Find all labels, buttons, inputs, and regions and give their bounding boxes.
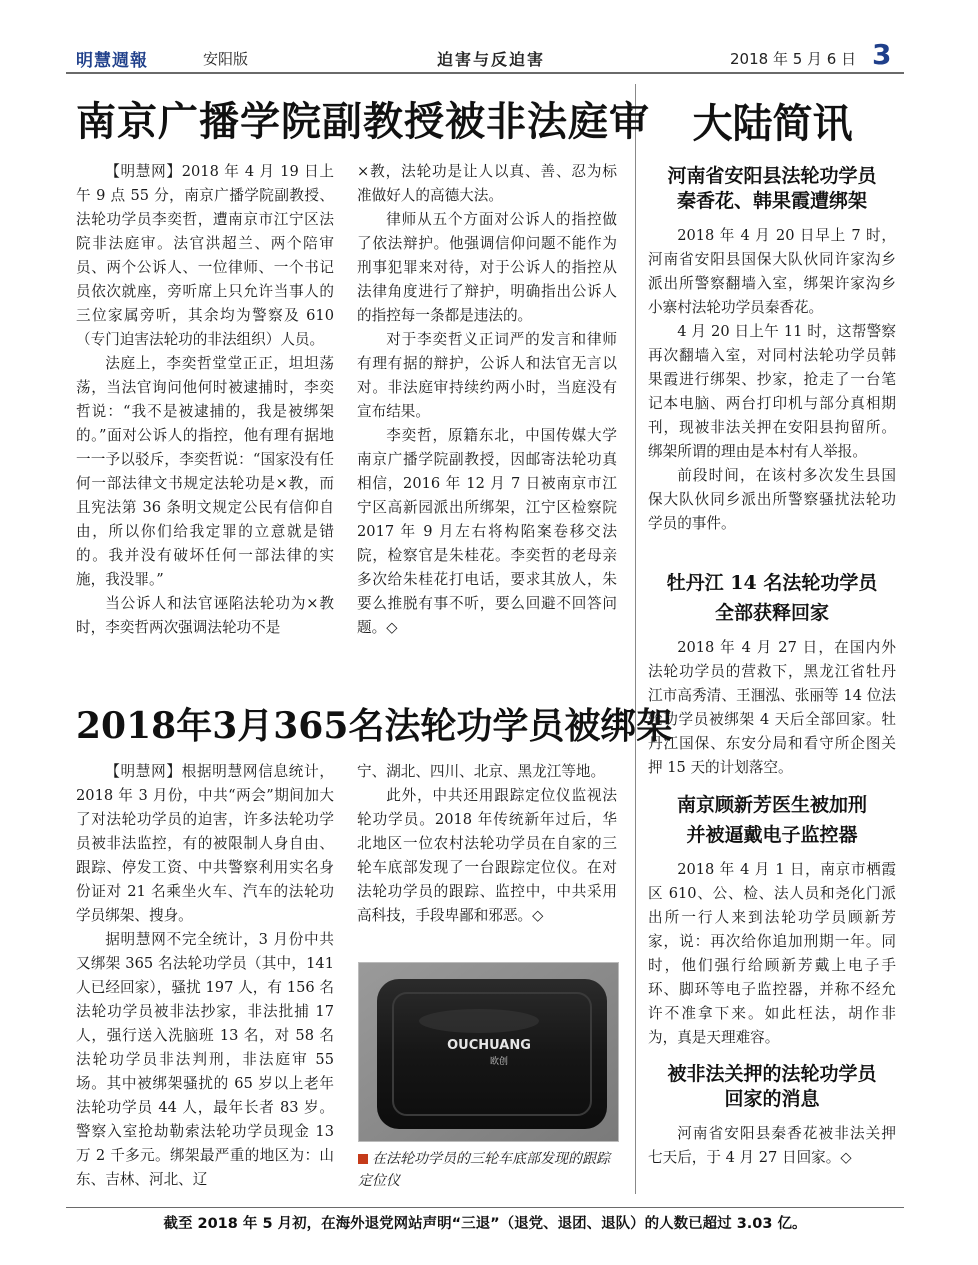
footer-notice: 截至 2018 年 5 月初，在海外退党网站声明“三退”（退党、退团、退队）的人数已超过 3.03 亿。 (163, 1216, 807, 1232)
news-item-headline (648, 164, 896, 214)
paragraph: 4 月 20 日上午 11 时，这帮警察再次翻墙入室，对同村法轮功学员韩果霞进行绑架、抄家，抢走了一台笔记本电脑、两台打印机与部分真相期刊，现被非法关押在安阳县拘留所。绑架所谓的理由是本村有人举报。 (648, 323, 896, 460)
article1-col2 (357, 160, 617, 640)
paragraph: 【明慧网】2018 年 4 月 19 日上午 9 点 55 分，南京广播学院副教授、法轮功学员李奕哲，遭南京市江宁区法院非法庭审。法官洪超兰、两个陪审员、两个公诉人、一位律师、一个书记员依次就座，旁听席上只允许当事人的三位家属旁听，其余均为警察及 610（专门迫害法轮功的非法组织）人员。 (76, 163, 334, 348)
paragraph: ×教，法轮功是让人以真、善、忍为标准做好人的高德大法。 (357, 163, 617, 204)
photo-caption (358, 1148, 618, 1192)
paragraph: 当公诉人和法官诬陷法轮功为×教时，李奕哲两次强调法轮功不是 (76, 595, 334, 636)
paragraph: 2018 年 4 月 27 日，在国内外法轮功学员的营救下，黑龙江省牡丹江市高秀清、王涠泓、张丽等 14 位法轮功学员被绑架 4 天后全部回家。牡丹江国保、东安分局和看守所企图关押 15 天的计划落空。 (648, 639, 896, 776)
article1-headline: 南京广播学院副教授被非法庭审 (76, 98, 650, 145)
headline-line: 回家的消息 (724, 1088, 820, 1110)
header-rule (66, 72, 904, 74)
caption-marker-icon (358, 1154, 368, 1164)
paragraph: 此外，中共还用跟踪定位仪监视法轮功学员。2018 年传统新年过后，华北地区一位农村法轮功学员在自家的三轮车底部发现了一台跟踪定位仪。在对法轮功学员的跟踪、监控中，中共采用高科技，手段卑鄙和邪恶。◇ (357, 787, 617, 924)
headline-line: 河南省安阳县法轮功学员 (667, 165, 877, 187)
paragraph: 律师从五个方面对公诉人的指控做了依法辩护。他强调信仰问题不能作为刑事犯罪来对待，对于公诉人的指控从法律角度进行了辩护，明确指出公诉人的指控每一条都是违法的。 (357, 211, 617, 324)
tracking-device-photo (358, 962, 619, 1142)
issue-date: 2018 年 5 月 6 日 (730, 50, 857, 68)
device-brand-text: OUCHUANG (447, 1038, 531, 1053)
paragraph: 2018 年 4 月 20 日早上 7 时，河南省安阳县国保大队伙同许家沟乡派出所警察翻墙入室，绑架许家沟乡小寨村法轮功学员秦香花。 (648, 227, 896, 316)
page-number: 3 (872, 38, 892, 71)
caption-text: 在法轮功学员的三轮车底部发现的跟踪定位仪 (358, 1151, 610, 1189)
article2-col1 (76, 760, 334, 1192)
news-item-body (648, 1122, 896, 1170)
news-item-headline (648, 568, 896, 628)
publication-name: 明慧週報 (76, 51, 148, 71)
paragraph: 对于李奕哲义正词严的发言和律师有理有据的辩护，公诉人和法官无言以对。非法庭审持续约两小时，当庭没有宣布结果。 (357, 331, 617, 420)
edition-label: 安阳版 (203, 50, 249, 68)
article2-col2 (357, 760, 617, 928)
headline-line: 被非法关押的法轮功学员 (667, 1063, 877, 1085)
device-brand-subtext: 欧创 (489, 1057, 509, 1067)
news-item-headline (648, 790, 896, 850)
news-item-body (648, 636, 896, 780)
paragraph: 宁、湖北、四川、北京、黑龙江等地。 (357, 763, 606, 780)
paragraph: 【明慧网】根据明慧网信息统计，2018 年 3 月份，中共“两会”期间加大了对法轮功学员的迫害，许多法轮功学员被非法监控，有的被限制人身自由、跟踪、停发工资、中共警察利用实名身份证对 21 名乘坐火车、汽车的法轮功学员绑架、搜身。 (76, 763, 334, 924)
news-item-body (648, 224, 896, 536)
news-item-headline (648, 1062, 896, 1112)
paragraph: 河南省安阳县秦香花被非法关押七天后，于 4 月 27 日回家。◇ (648, 1125, 896, 1166)
headline-line: 全部获释回家 (714, 602, 829, 624)
headline-line: 南京顾新芳医生被加刑 (676, 794, 867, 816)
footer-rule (66, 1207, 904, 1208)
paragraph: 前段时间，在该村多次发生县国保大队伙同乡派出所警察骚扰法轮功学员的事件。 (648, 467, 896, 532)
paragraph: 2018 年 4 月 1 日，南京市栖霞区 610、公、检、法人员和尧化门派出所一行人来到法轮功学员顾新芳家，说：再次给你追加刑期一年。同时，他们强行给顾新芳戴上电子手环、脚环等电子监控器，并称不经允许不准拿下来。如此枉法，胡作非为，真是天理难容。 (648, 861, 896, 1046)
article1-col1 (76, 160, 334, 640)
section-title: 迫害与反迫害 (437, 50, 546, 69)
headline-line: 并被逼戴电子监控器 (686, 824, 858, 846)
column-divider (635, 84, 636, 1194)
headline-line: 牡丹江 14 名法轮功学员 (666, 572, 878, 594)
news-item-body (648, 858, 896, 1050)
sidebar-title: 大陆简讯 (692, 100, 853, 147)
paragraph: 李奕哲，原籍东北，中国传媒大学南京广播学院副教授，因邮寄法轮功真相信，2016 年 12 月 7 日被南京市江宁区高新园派出所绑架，江宁区检察院 2017 年 9 月左右将构陷案卷移交法院，检察官是朱桂花。李奕哲的老母亲多次给朱桂花打电话，要求其放人，朱要么推脱有事不听，要么回避不回答问题。◇ (357, 427, 617, 636)
article2-headline: 2018年3月365名法轮功学员被绑架 (76, 705, 673, 747)
paragraph: 法庭上，李奕哲堂堂正正，坦坦荡荡，当法官询问他何时被逮捕时，李奕哲说：“我不是被逮捕的，我是被绑架的。”面对公诉人的指控，他有理有据地一一予以驳斥，李奕哲说：“国家没有任何一部法律文书规定法轮功是×教，而且宪法第 36 条明文规定公民有信仰自由，所以你们给我定罪的立意就是错的。我并没有破坏任何一部法律的实施，我没罪。” (76, 355, 334, 588)
paragraph: 据明慧网不完全统计，3 月份中共又绑架 365 名法轮功学员（其中，141 人已经回家），骚扰 197 人，有 156 名法轮功学员被非法抄家，非法批捕 17 人，强行送入洗脑班 13 名，对 58 名法轮功学员非法判刑，非法庭审 55 场。其中被绑架骚扰的 65 岁以上老年法轮功学员 44 人，最年长者 83 岁。警察入室抢劫勒索法轮功学员现金 13 万 2 千多元。绑架最严重的地区为：山东、吉林、河北、辽 (76, 931, 334, 1188)
headline-line: 秦香花、韩果霞遭绑架 (676, 190, 867, 212)
